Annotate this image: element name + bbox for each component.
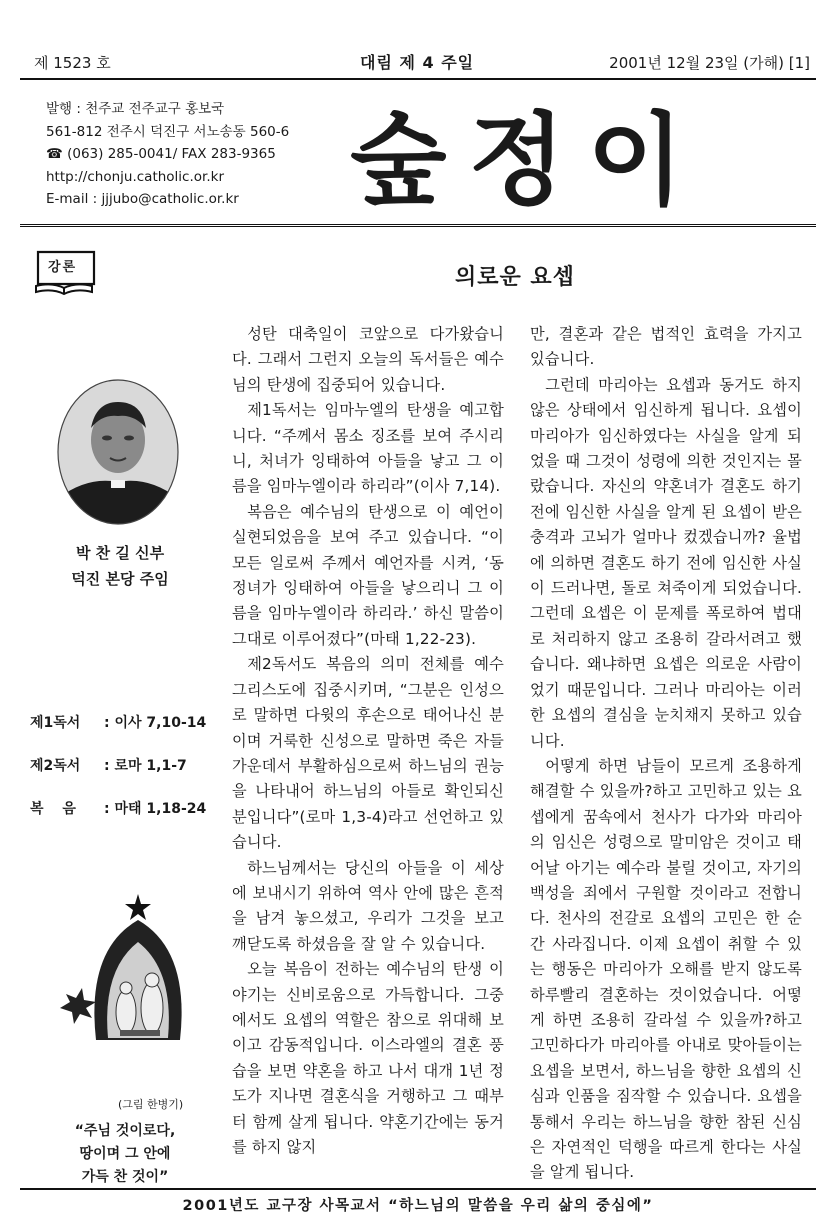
issue-date: 2001년 12월 23일 (가해) [1] [609,54,810,72]
paragraph: 어떻게 하면 남들이 모르게 조용하게 해결할 수 있을까?하고 고민하고 있는 요셉에게 꿈속에서 천사가 다가와 마리아의 임신은 성령으로 말미암은 것이고 태어날 아기는 예수라 불릴 것이고, 자기의 백성을 죄에서 구원할 것이라고 전합니다. 천사의 전갈로 요셉의 고민은 한 순간 사라집니다. 이제 요셉이 취할 수 있는 행동은 마리아가 오해를 받지 않도록 하루빨리 결혼하는 것이었습니다. 어떻게 하면 조용히 갈라설 수 있을까?하고 고민하다가 마리아를 아내로 맞아들이는 요셉을 보면서, 하느님을 향한 요셉의 신심과 인품을 짐작할 수 있습니다. 요셉을 통해서 우리는 하느님을 향한 참된 신심은 자연적인 덕행을 따르게 한다는 사실을 알게 됩니다. [530,756,802,1182]
publisher-email: E-mail : jjjubo@catholic.or.kr [46,191,239,207]
article-title: 의로운 요셉 [455,265,575,290]
paragraph: 성탄 대축일이 코앞으로 다가왔습니다. 그래서 그런지 오늘의 독서들은 예수님의 탄생에 집중되어 있습니다. [232,325,504,394]
article-column-2 [530,322,802,1186]
paragraph: 하느님께서는 당신의 아들을 이 세상에 보내시기 위하여 역사 안에 많은 흔적을 남겨 놓으셨고, 우리가 그것을 보고 깨닫도록 하셨음을 잘 알 수 있습니다. [232,858,504,953]
reading-sep: : [104,801,110,817]
issue-number: 제 1523 호 [34,54,111,72]
reading-value: 마태 1,18-24 [114,801,207,817]
masthead-title: 숲정이 [350,101,706,219]
paragraph: 제2독서도 복음의 의미 전체를 예수 그리스도에 집중시키며, “그분은 인성으로 말하면 다윗의 후손으로 태어나신 분이며 거룩한 신성으로 말하면 죽은 자들 가운데서 부활하심으로써 하느님의 권능을 나타내어 하느님의 아들로 확인되신 분입니다”(로마 1,3-4)라고 선언하고 있습니다. [232,655,504,852]
masthead-rule [20,224,816,227]
pastoral-motto: 2001년도 교구장 사목교서 “하느님의 말씀을 우리 삶의 중심에” [182,1198,654,1214]
header-rule [20,78,816,80]
reading-value: 이사 7,10-14 [114,715,207,731]
reading-row [30,745,230,788]
reading-sep: : [104,758,110,774]
paragraph: 만, 결혼과 같은 법적인 효력을 가지고 있습니다. [530,325,802,369]
sermon-badge-label: 강론 [48,260,78,275]
liturgical-week: 대림 제 4 주일 [360,53,475,72]
star-icon [125,894,151,920]
author-role: 덕진 본당 주임 [71,570,169,588]
publisher-name: 발행 : 천주교 전주교구 홍보국 [46,101,225,117]
reading-sep: : [104,715,110,731]
reading-label: 복 음 [30,801,76,817]
paragraph: 그런데 마리아는 요셉과 동거도 하지 않은 상태에서 임신하게 됩니다. 요셉이 마리아가 임신하였다는 사실을 알게 되었을 때 그것이 성령에 의한 것인지는 몰랐습니다. 자신의 약혼녀가 결혼도 하기 전에 임신한 사실을 알게 된 요셉이 받은 충격과 고뇌가 얼마나 컸겠습니까? 율법에 의하면 결혼도 하기 전에 임신한 사실이 드러나면, 돌로 쳐죽이게 되었습니다. 그런데 요셉은 이 문제를 폭로하여 법대로 처리하지 않고 조용히 갈라서려고 했습니다. 왜냐하면 요셉은 의로운 사람이었기 때문입니다. 그러나 마리아는 이러한 요셉의 결심을 눈치채지 못하고 있습니다. [530,375,802,750]
reading-label: 제1독서 [30,715,81,731]
publisher-phone: ☎ (063) 285-0041/ FAX 283-9365 [46,146,276,162]
reading-label: 제2독서 [30,758,81,774]
reading-value: 로마 1,1-7 [114,758,187,774]
paragraph: 오늘 복음이 전하는 예수님의 탄생 이야기는 신비로움으로 가득합니다. 그중에서도 요셉의 역할은 참으로 위대해 보이고 감동적입니다. 이스라엘의 결혼 풍습을 보면 약혼을 하고 나서 대개 1년 정도가 지나면 결혼식을 거행하고 그 때부터 함께 살게 됩니다. 약혼기간에는 동거를 하지 않지 [232,960,504,1156]
nativity-illustration [56,890,206,1060]
author-name: 박 찬 길 신부 [75,544,165,562]
author-portrait [56,378,180,526]
publisher-info [46,98,289,211]
publisher-address: 561-812 전주시 덕진구 서노송동 560-6 [46,123,290,140]
quote-line: 땅이며 그 안에 [79,1146,171,1162]
article-column-1 [232,322,504,1160]
sermon-badge [34,248,118,298]
reading-row [30,702,230,745]
reading-row [30,788,230,831]
footer-rule [20,1188,816,1190]
paragraph: 제1독서는 임마누엘의 탄생을 예고합니다. “주께서 몸소 징조를 보여 주시리니, 처녀가 잉태하여 아들을 낳고 그 이름을 임마누엘이라 하리라”(이사 7,14). [232,401,504,496]
illustration-credit: (그림 한병기) [118,1098,184,1111]
paragraph: 복음은 예수님의 탄생으로 이 예언이 실현되었음을 보여 주고 있습니다. “이 모든 일로써 주께서 예언자를 시켜, ‘동정녀가 잉태하여 아들을 낳으리니 그 이름을 임마누엘이라 하리라.’ 하신 말씀이 그대로 이루어졌다”(마태 1,22-23). [232,502,504,648]
leaf-icon [60,988,96,1024]
quote-line: 가득 찬 것이” [81,1169,169,1185]
psalm-quote [36,1120,214,1189]
quote-line: “주님 것이로다, [74,1123,176,1139]
publisher-website: http://chonju.catholic.or.kr [46,168,224,185]
readings-list [30,702,230,831]
author-block [20,540,220,592]
